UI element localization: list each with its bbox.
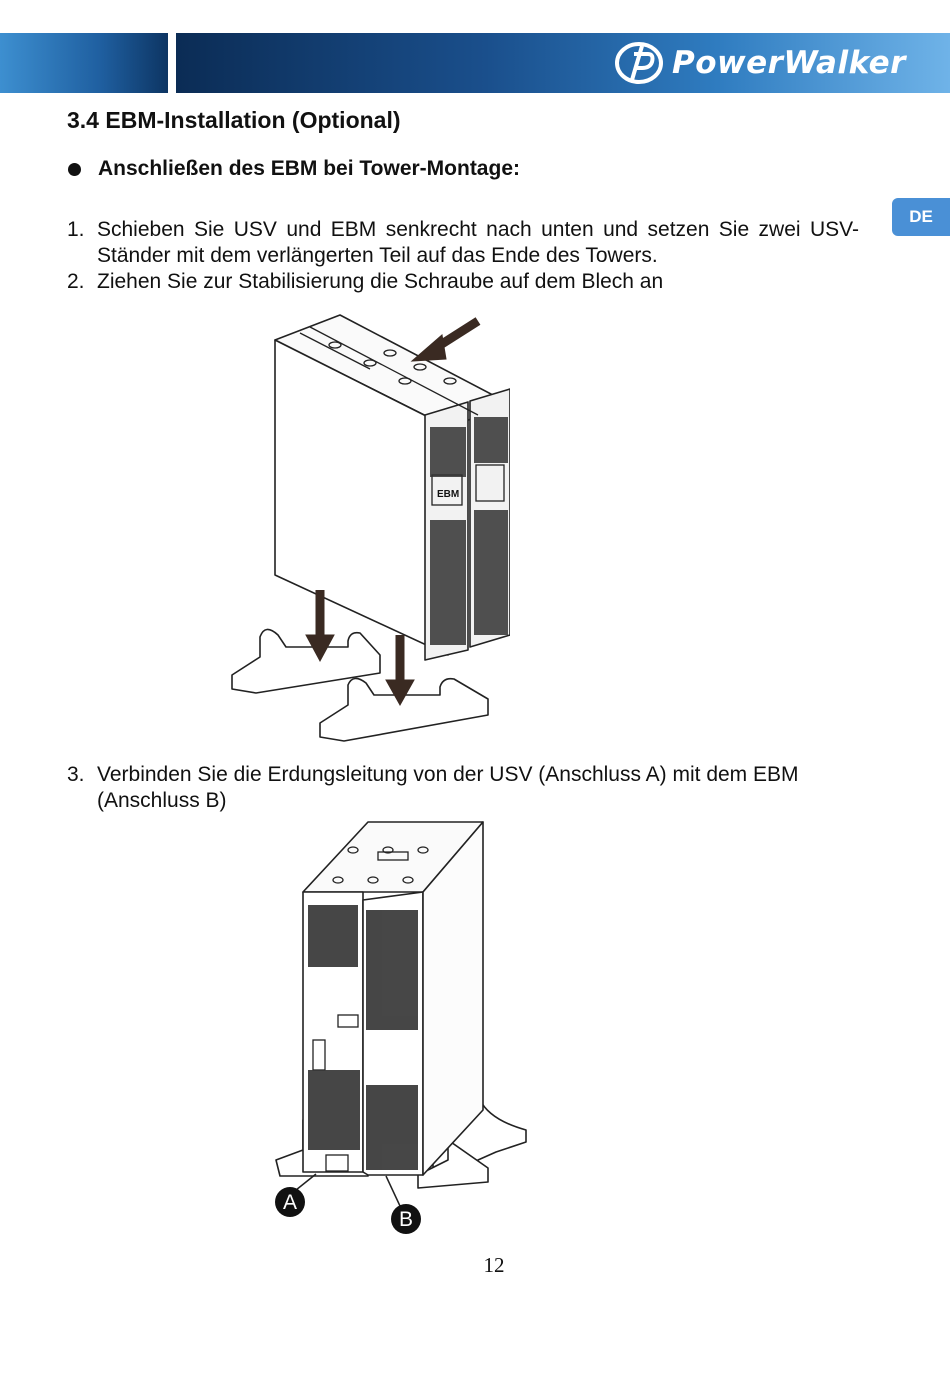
bullet-dot-icon xyxy=(68,163,81,176)
brand-name: PowerWalker xyxy=(672,45,906,81)
step-number: 1. xyxy=(67,218,85,241)
tower-installation-figure xyxy=(220,305,510,750)
brand-logo-icon xyxy=(612,40,666,86)
step-3 xyxy=(67,762,859,814)
bullet-heading-text: Anschließen des EBM bei Tower-Montage: xyxy=(98,157,520,180)
step-number: 3. xyxy=(67,763,85,786)
marker-a-label: A xyxy=(282,1191,298,1214)
bullet-heading xyxy=(67,157,520,181)
step-text: Ziehen Sie zur Stabilisierung die Schraube auf dem Blech an xyxy=(97,270,664,293)
section-title: 3.4 EBM-Installation (Optional) xyxy=(67,107,401,133)
banner-left-segment xyxy=(0,33,168,93)
step-number: 2. xyxy=(67,270,85,293)
step-2 xyxy=(67,269,859,295)
language-tab[interactable]: DE xyxy=(892,198,950,236)
page-number: 12 xyxy=(483,1253,505,1277)
banner-gap xyxy=(168,33,176,93)
step-1 xyxy=(67,217,859,269)
step-text: Schieben Sie USV und EBM senkrecht nach unten und setzen Sie zwei USV-Ständer mit dem verlängerten Teil auf das Ende des Towers. xyxy=(97,218,859,267)
ebm-label: EBM xyxy=(437,489,460,500)
step-text: Verbinden Sie die Erdungsleitung von der USV (Anschluss A) mit dem EBM (Anschluss B) xyxy=(97,763,799,812)
marker-b-label: B xyxy=(398,1208,414,1231)
brand-logo xyxy=(612,40,906,86)
grounding-connection-figure xyxy=(268,820,533,1240)
